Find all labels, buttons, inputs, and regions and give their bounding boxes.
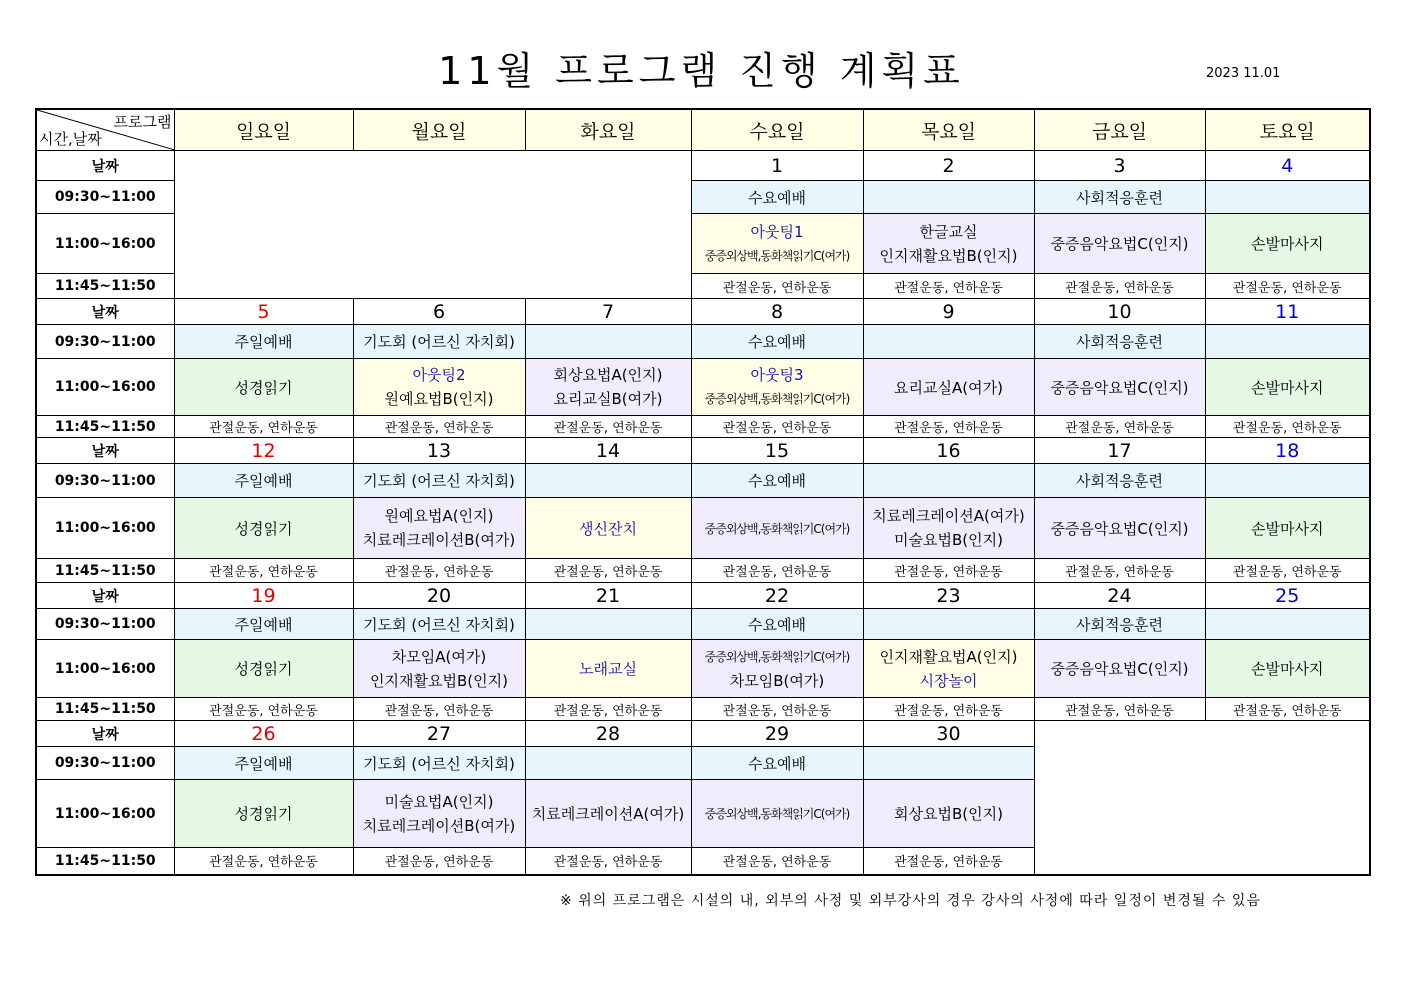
date-cell-sat: 25 bbox=[1205, 583, 1370, 609]
exercise-cell: 관절운동, 연하운동 bbox=[174, 559, 353, 583]
date-cell: 1 bbox=[691, 151, 863, 181]
exercise-cell: 관절운동, 연하운동 bbox=[1205, 698, 1370, 721]
date-cell: 6 bbox=[353, 299, 525, 325]
exercise-cell: 관절운동, 연하운동 bbox=[691, 698, 863, 721]
row-label-date: 날짜 bbox=[36, 299, 174, 325]
date-cell: 30 bbox=[863, 721, 1034, 747]
program-cell bbox=[1205, 609, 1370, 640]
program-item: 치료레크레이션B(여가) bbox=[362, 816, 516, 835]
program-cell: 수요예배 bbox=[691, 464, 863, 498]
week3-exercise-row bbox=[36, 559, 1370, 583]
program-item: 원예요법B(인지) bbox=[384, 390, 494, 408]
date-cell: 23 bbox=[863, 583, 1034, 609]
program-cell: 기도회 (어르신 자치회) bbox=[353, 747, 525, 780]
row-label-time1: 09:30~11:00 bbox=[36, 325, 174, 359]
row-label-time3: 11:45~11:50 bbox=[36, 274, 174, 299]
program-cell: 성경읽기 bbox=[174, 780, 353, 848]
program-cell: 치료레크레이션A(여가) bbox=[525, 780, 691, 848]
date-cell-sat: 18 bbox=[1205, 438, 1370, 464]
empty-cell bbox=[174, 151, 691, 299]
program-cell: 성경읽기 bbox=[174, 498, 353, 559]
date-cell: 24 bbox=[1034, 583, 1205, 609]
program-cell: 주일예배 bbox=[174, 464, 353, 498]
program-cell: 중증음악요법C(인지) bbox=[1034, 359, 1205, 416]
program-cell: 기도회 (어르신 자치회) bbox=[353, 464, 525, 498]
program-cell: 요리교실A(여가) bbox=[863, 359, 1034, 416]
exercise-cell: 관절운동, 연하운동 bbox=[1034, 559, 1205, 583]
date-cell: 20 bbox=[353, 583, 525, 609]
date-cell: 8 bbox=[691, 299, 863, 325]
program-cell: 주일예배 bbox=[174, 325, 353, 359]
program-cell bbox=[525, 747, 691, 780]
program-item: 회상요법A(인지) bbox=[553, 366, 663, 384]
program-cell bbox=[353, 498, 525, 559]
day-header-mon: 월요일 bbox=[353, 109, 525, 151]
exercise-cell: 관절운동, 연하운동 bbox=[1205, 559, 1370, 583]
program-cell: 주일예배 bbox=[174, 747, 353, 780]
date-cell: 17 bbox=[1034, 438, 1205, 464]
date-cell: 29 bbox=[691, 721, 863, 747]
program-cell bbox=[1205, 181, 1370, 214]
date-cell-sat: 11 bbox=[1205, 299, 1370, 325]
program-item: 중증외상백,동화책읽기C(여가) bbox=[704, 248, 850, 263]
program-item: 중증외상백,동화책읽기C(여가) bbox=[704, 392, 850, 406]
program-cell bbox=[863, 609, 1034, 640]
program-cell bbox=[525, 464, 691, 498]
exercise-cell: 관절운동, 연하운동 bbox=[174, 698, 353, 721]
page-title: 11월 프로그램 진행 계획표 bbox=[438, 49, 965, 93]
row-label-date: 날짜 bbox=[36, 151, 174, 181]
exercise-cell: 관절운동, 연하운동 bbox=[1205, 416, 1370, 438]
week2-exercise-row bbox=[36, 416, 1370, 438]
program-cell bbox=[691, 214, 863, 274]
program-item: 중증외상백,동화책읽기C(여가) bbox=[704, 649, 850, 664]
week3-main-row bbox=[36, 498, 1370, 559]
exercise-cell: 관절운동, 연하운동 bbox=[863, 274, 1034, 299]
week4-date-row bbox=[36, 583, 1370, 609]
program-cell: 기도회 (어르신 자치회) bbox=[353, 325, 525, 359]
date-cell-sun: 12 bbox=[174, 438, 353, 464]
corner-cell bbox=[36, 109, 174, 151]
exercise-cell: 관절운동, 연하운동 bbox=[691, 416, 863, 438]
exercise-cell: 관절운동, 연하운동 bbox=[1034, 274, 1205, 299]
program-item: 미술요법B(인지) bbox=[894, 531, 1003, 549]
program-cell bbox=[353, 640, 525, 698]
date-cell: 15 bbox=[691, 438, 863, 464]
row-label-time1: 09:30~11:00 bbox=[36, 747, 174, 780]
day-header-tue: 화요일 bbox=[525, 109, 691, 151]
program-cell: 손발마사지 bbox=[1205, 359, 1370, 416]
week2-main-row bbox=[36, 359, 1370, 416]
date-cell: 7 bbox=[525, 299, 691, 325]
exercise-cell: 관절운동, 연하운동 bbox=[174, 416, 353, 438]
exercise-cell: 관절운동, 연하운동 bbox=[1034, 416, 1205, 438]
row-label-time2: 11:00~16:00 bbox=[36, 640, 174, 698]
date-cell: 14 bbox=[525, 438, 691, 464]
program-cell bbox=[1205, 464, 1370, 498]
day-header-fri: 금요일 bbox=[1034, 109, 1205, 151]
row-label-time2: 11:00~16:00 bbox=[36, 498, 174, 559]
program-item: 인지재활요법B(인지) bbox=[879, 246, 1018, 265]
program-cell bbox=[863, 214, 1034, 274]
exercise-cell: 관절운동, 연하운동 bbox=[525, 559, 691, 583]
date-cell-sat: 4 bbox=[1205, 151, 1370, 181]
program-cell bbox=[863, 181, 1034, 214]
program-cell: 중증음악요법C(인지) bbox=[1034, 214, 1205, 274]
row-label-time2: 11:00~16:00 bbox=[36, 214, 174, 274]
row-label-time1: 09:30~11:00 bbox=[36, 609, 174, 640]
week4-main-row bbox=[36, 640, 1370, 698]
schedule-table bbox=[35, 108, 1371, 876]
issue-date: 2023 11.01 bbox=[1206, 66, 1281, 81]
program-cell: 성경읽기 bbox=[174, 640, 353, 698]
program-item: 시장놀이 bbox=[919, 671, 978, 690]
date-cell-sun: 26 bbox=[174, 721, 353, 747]
date-cell: 3 bbox=[1034, 151, 1205, 181]
exercise-cell: 관절운동, 연하운동 bbox=[525, 698, 691, 721]
row-label-time2: 11:00~16:00 bbox=[36, 780, 174, 848]
program-cell: 회상요법B(인지) bbox=[863, 780, 1034, 848]
date-cell: 28 bbox=[525, 721, 691, 747]
program-cell: 사회적응훈련 bbox=[1034, 609, 1205, 640]
program-cell bbox=[353, 359, 525, 416]
exercise-cell: 관절운동, 연하운동 bbox=[353, 559, 525, 583]
program-item: 차모임A(여가) bbox=[391, 647, 487, 666]
week3-morning-row bbox=[36, 464, 1370, 498]
program-cell bbox=[863, 640, 1034, 698]
exercise-cell: 관절운동, 연하운동 bbox=[691, 559, 863, 583]
program-cell: 생신잔치 bbox=[525, 498, 691, 559]
program-item: 요리교실B(여가) bbox=[553, 390, 663, 408]
week4-morning-row bbox=[36, 609, 1370, 640]
day-header-thu: 목요일 bbox=[863, 109, 1034, 151]
program-cell bbox=[691, 640, 863, 698]
program-cell bbox=[353, 780, 525, 848]
program-cell: 수요예배 bbox=[691, 609, 863, 640]
date-cell-sun: 19 bbox=[174, 583, 353, 609]
program-cell: 사회적응훈련 bbox=[1034, 181, 1205, 214]
date-cell: 9 bbox=[863, 299, 1034, 325]
program-cell: 중증음악요법C(인지) bbox=[1034, 498, 1205, 559]
date-cell: 16 bbox=[863, 438, 1034, 464]
exercise-cell: 관절운동, 연하운동 bbox=[353, 698, 525, 721]
week1-date-row bbox=[36, 151, 1370, 181]
program-item: 미술요법A(인지) bbox=[384, 792, 494, 811]
exercise-cell: 관절운동, 연하운동 bbox=[1205, 274, 1370, 299]
program-cell: 수요예배 bbox=[691, 747, 863, 780]
date-cell: 21 bbox=[525, 583, 691, 609]
exercise-cell: 관절운동, 연하운동 bbox=[863, 848, 1034, 875]
exercise-cell: 관절운동, 연하운동 bbox=[525, 848, 691, 875]
date-cell: 2 bbox=[863, 151, 1034, 181]
program-cell: 주일예배 bbox=[174, 609, 353, 640]
program-item: 차모임B(여가) bbox=[729, 671, 825, 690]
program-cell: 중증음악요법C(인지) bbox=[1034, 640, 1205, 698]
day-header-sun: 일요일 bbox=[174, 109, 353, 151]
row-label-time3: 11:45~11:50 bbox=[36, 416, 174, 438]
week5-date-row bbox=[36, 721, 1370, 747]
date-cell-sun: 5 bbox=[174, 299, 353, 325]
week2-date-row bbox=[36, 299, 1370, 325]
program-item: 아웃팅2 bbox=[412, 366, 466, 384]
row-label-date: 날짜 bbox=[36, 583, 174, 609]
program-cell: 손발마사지 bbox=[1205, 498, 1370, 559]
program-cell: 중증외상백,동화책읽기C(여가) bbox=[691, 780, 863, 848]
program-item: 아웃팅3 bbox=[750, 366, 804, 384]
exercise-cell: 관절운동, 연하운동 bbox=[691, 274, 863, 299]
week4-exercise-row bbox=[36, 698, 1370, 721]
program-cell: 노래교실 bbox=[525, 640, 691, 698]
date-cell: 27 bbox=[353, 721, 525, 747]
corner-top-label: 프로그램 bbox=[113, 113, 172, 131]
program-item: 한글교실 bbox=[919, 222, 978, 241]
row-label-date: 날짜 bbox=[36, 721, 174, 747]
program-cell bbox=[863, 498, 1034, 559]
program-cell bbox=[525, 359, 691, 416]
date-cell: 13 bbox=[353, 438, 525, 464]
program-item: 인지재활요법A(인지) bbox=[879, 647, 1018, 666]
footnote: ※ 위의 프로그램은 시설의 내, 외부의 사정 및 외부강사의 경우 강사의 사정에 따라 일정이 변경될 수 있음 bbox=[560, 893, 1261, 909]
date-cell: 22 bbox=[691, 583, 863, 609]
row-label-time3: 11:45~11:50 bbox=[36, 698, 174, 721]
exercise-cell: 관절운동, 연하운동 bbox=[525, 416, 691, 438]
week3-date-row bbox=[36, 438, 1370, 464]
program-cell: 수요예배 bbox=[691, 181, 863, 214]
exercise-cell: 관절운동, 연하운동 bbox=[863, 698, 1034, 721]
program-cell: 사회적응훈련 bbox=[1034, 464, 1205, 498]
exercise-cell: 관절운동, 연하운동 bbox=[353, 416, 525, 438]
program-cell bbox=[525, 609, 691, 640]
header-row bbox=[36, 109, 1370, 151]
day-header-sat: 토요일 bbox=[1205, 109, 1370, 151]
exercise-cell: 관절운동, 연하운동 bbox=[353, 848, 525, 875]
program-cell bbox=[863, 747, 1034, 780]
exercise-cell: 관절운동, 연하운동 bbox=[863, 559, 1034, 583]
program-cell bbox=[1205, 325, 1370, 359]
row-label-time2: 11:00~16:00 bbox=[36, 359, 174, 416]
program-cell: 손발마사지 bbox=[1205, 214, 1370, 274]
program-cell bbox=[863, 464, 1034, 498]
program-item: 인지재활요법B(인지) bbox=[370, 671, 508, 690]
program-item: 치료레크레이션B(여가) bbox=[362, 531, 516, 549]
program-item: 치료레크레이션A(여가) bbox=[872, 507, 1025, 525]
row-label-time1: 09:30~11:00 bbox=[36, 464, 174, 498]
row-label-date: 날짜 bbox=[36, 438, 174, 464]
program-cell bbox=[691, 359, 863, 416]
exercise-cell: 관절운동, 연하운동 bbox=[691, 848, 863, 875]
exercise-cell: 관절운동, 연하운동 bbox=[174, 848, 353, 875]
program-cell bbox=[863, 325, 1034, 359]
program-cell: 성경읽기 bbox=[174, 359, 353, 416]
program-cell bbox=[525, 325, 691, 359]
program-cell: 수요예배 bbox=[691, 325, 863, 359]
exercise-cell: 관절운동, 연하운동 bbox=[1034, 698, 1205, 721]
exercise-cell: 관절운동, 연하운동 bbox=[863, 416, 1034, 438]
week2-morning-row bbox=[36, 325, 1370, 359]
row-label-time3: 11:45~11:50 bbox=[36, 559, 174, 583]
program-cell: 기도회 (어르신 자치회) bbox=[353, 609, 525, 640]
corner-bottom-label: 시간,날짜 bbox=[39, 130, 102, 148]
program-cell: 손발마사지 bbox=[1205, 640, 1370, 698]
date-cell: 10 bbox=[1034, 299, 1205, 325]
day-header-wed: 수요일 bbox=[691, 109, 863, 151]
program-item: 아웃팅1 bbox=[750, 222, 804, 241]
program-cell: 사회적응훈련 bbox=[1034, 325, 1205, 359]
program-item: 원예요법A(인지) bbox=[384, 507, 494, 525]
row-label-time1: 09:30~11:00 bbox=[36, 181, 174, 214]
program-cell: 중증외상백,동화책읽기C(여가) bbox=[691, 498, 863, 559]
row-label-time3: 11:45~11:50 bbox=[36, 848, 174, 875]
empty-cell bbox=[1034, 721, 1370, 875]
